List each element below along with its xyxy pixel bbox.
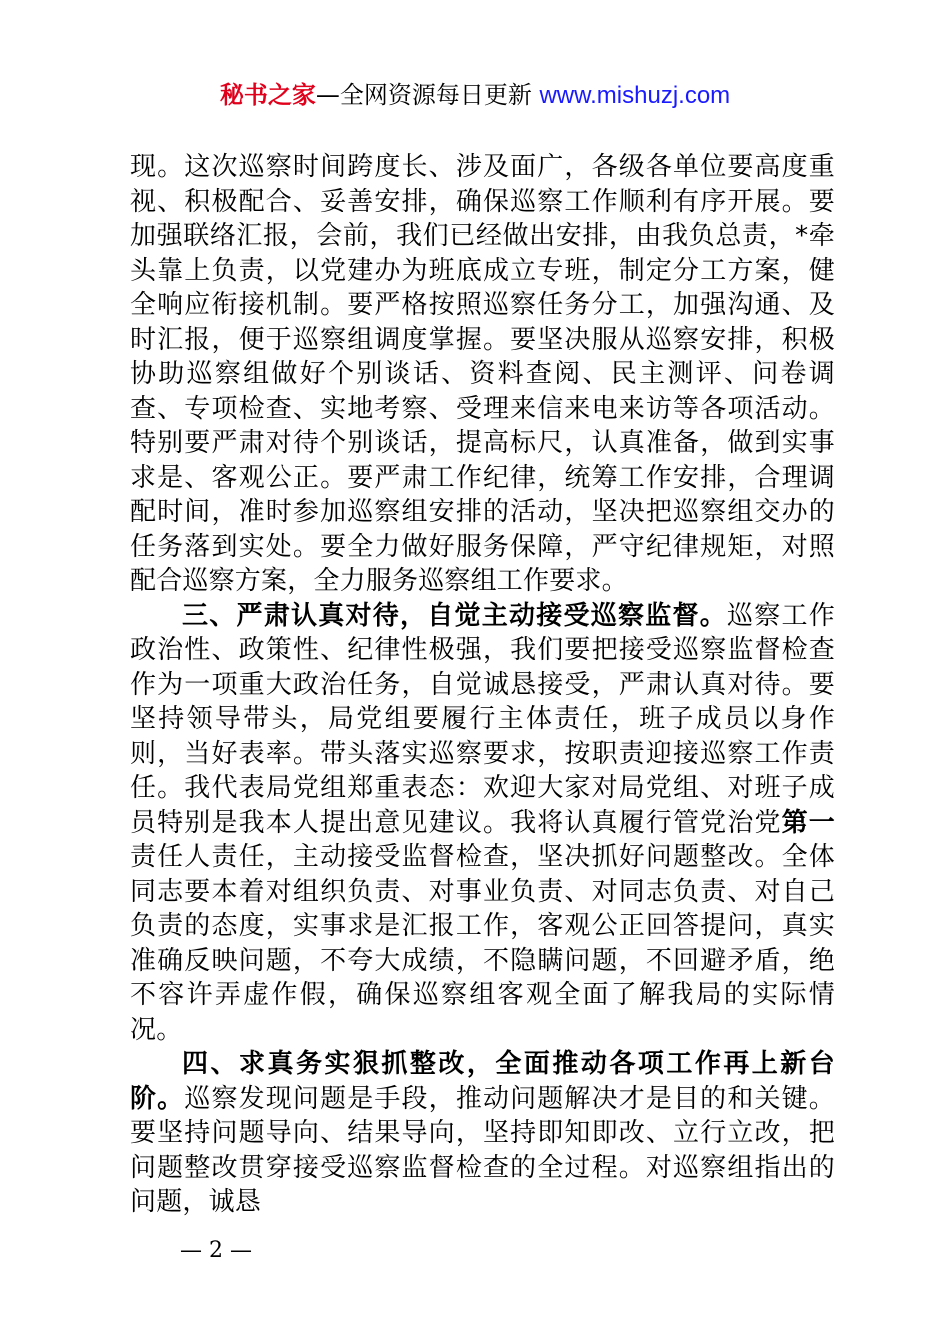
brand-name: 秘书之家 [219,81,316,109]
paragraph-text: 巡察发现问题是手段，推动问题解决才是目的和关键。要坚持问题导向、结果导向，坚持即知即改、立行立改，把问题整改贯穿接受巡察监督检查的全过程。对巡察组指出的问题，诚恳 [130,1083,835,1217]
paragraph-text: 现。这次巡察时间跨度长、涉及面广，各级各单位要高度重视、积极配合、妥善安排，确保巡察工作顺利有序开展。要加强联络汇报，会前，我们已经做出安排，由我负总责，*牵头靠上负责，以党建办为班底成立专班，制定分工方案，健全响应衔接机制。要严格按照巡察任务分工，加强沟通、及时汇报，便于巡察组调度掌握。要坚决服从巡察安排，积极协助巡察组做好个别谈话、资料查阅、民主测评、问卷调查、专项检查、实地考察、受理来信来电来访等各项活动。特别要严肃对待个别谈话，提高标尺，认真准备，做到实事求是、客观公正。要严肃工作纪律，统筹工作安排，合理调配时间，准时参加巡察组安排的活动，坚决把巡察组交办的任务落到实处。要全力做好服务保障，严守纪律规矩，对照配合巡察方案，全力服务巡察组工作要求。 [130,152,835,596]
paragraph-text: 巡察工作政治性、政策性、纪律性极强，我们要把接受巡察监督检查作为一项重大政治任务，自觉诚恳接受，严肃认真对待。要坚持领导带头，局党组要履行主体责任，班子成员以身作则，当好表率。带头落实巡察要求，按职责迎接巡察工作责任。我代表局党组郑重表态：欢迎大家对局党组、对班子成员特别是我本人提出意见建议。我将认真履行管党治党 [130,600,835,838]
banner-tagline: —全网资源每日更新 [315,81,540,109]
paragraph-continuation [130,150,835,599]
site-banner [0,78,950,113]
site-url-link[interactable]: www.mishuzj.com [539,82,731,109]
section-3-heading: 三、严肃认真对待，自觉主动接受巡察监督。 [182,600,728,631]
document-body [130,150,835,1220]
page-number: — 2 — [180,1238,252,1263]
section-4-heading: 四、求真务实狠抓整改，全面推动各项工作再上新台阶。 [130,1049,835,1114]
emphasis-text: 第一 [781,807,835,838]
paragraph-section-4 [130,1047,835,1220]
paragraph-section-3 [130,599,835,1048]
paragraph-text: 责任人责任，主动接受监督检查，坚决抓好问题整改。全体同志要本着对组织负责、对事业负责、对同志负责、对自己负责的态度，实事求是汇报工作，客观公正回答提问，真实准确反映问题，不夸大成绩，不隐瞒问题，不回避矛盾，绝不容许弄虚作假，确保巡察组客观全面了解我局的实际情况。 [130,842,835,1045]
